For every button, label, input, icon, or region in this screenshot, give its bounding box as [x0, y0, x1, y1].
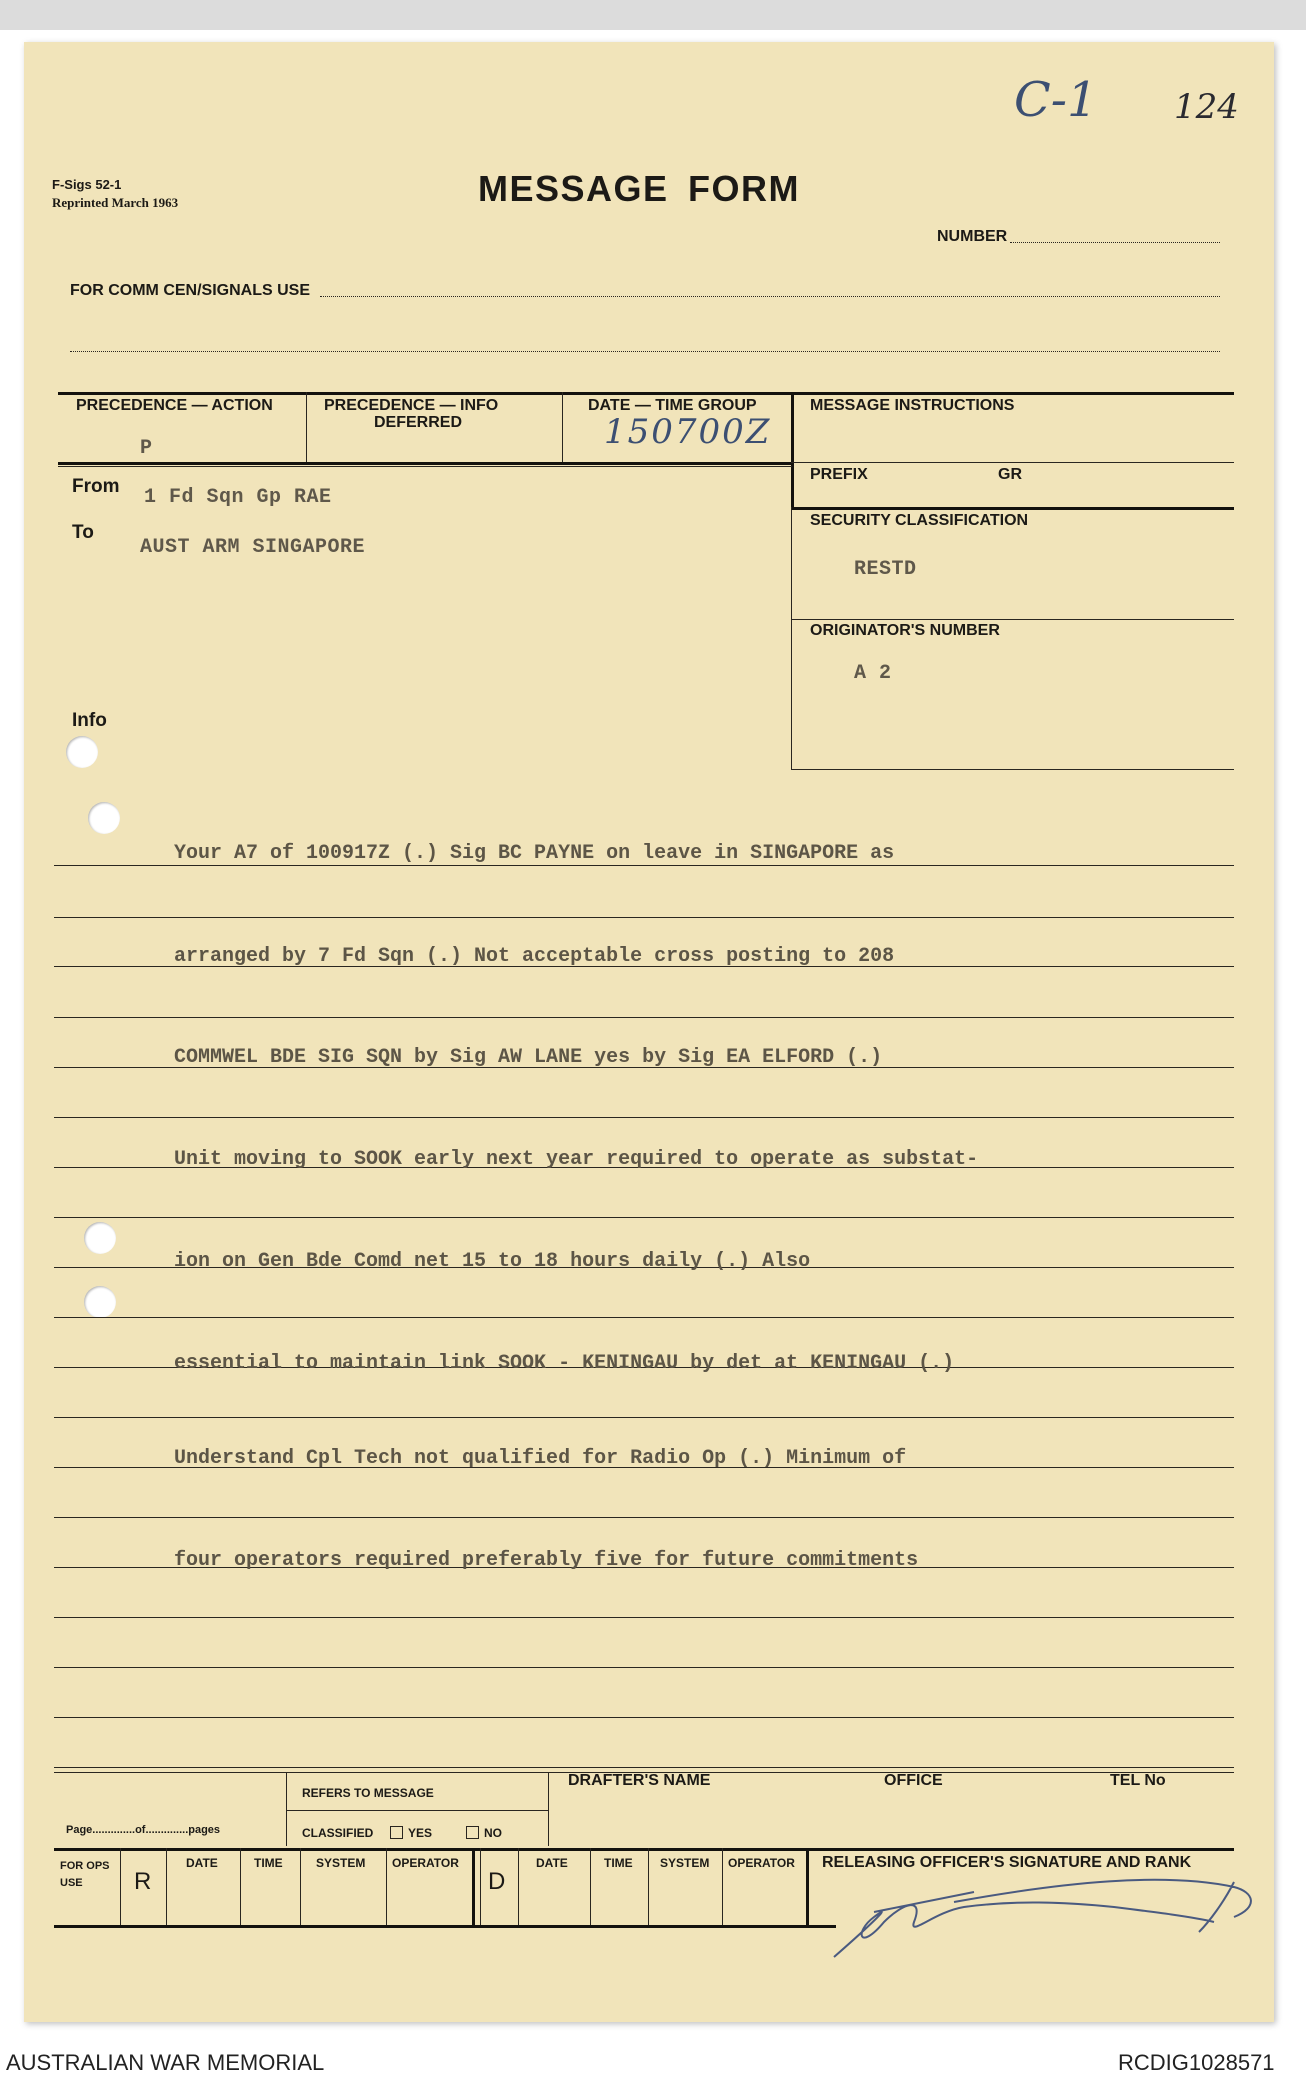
ops-col — [386, 1848, 387, 1925]
originator-bottom — [791, 769, 1234, 770]
form-reprint-note: Reprinted March 1963 — [52, 195, 179, 210]
classified-no-checkbox[interactable] — [466, 1826, 479, 1839]
message-rule — [54, 1517, 1234, 1518]
precedence-action-value: P — [140, 437, 153, 460]
ops-col — [480, 1848, 481, 1925]
message-rule — [54, 1617, 1234, 1618]
instructions-bottom — [791, 462, 1234, 463]
security-classification-label: SECURITY CLASSIFICATION — [810, 512, 1029, 529]
from-value: 1 Fd Sqn Gp RAE — [144, 486, 332, 509]
refers-to-message-label: REFERS TO MESSAGE — [302, 1786, 434, 1800]
dtg-label: DATE — TIME GROUP — [588, 397, 757, 414]
dtg-value-handwritten: 150700Z — [604, 412, 772, 452]
classified-label: CLASSIFIED — [302, 1826, 374, 1840]
ops-row-bottom — [54, 1925, 836, 1928]
r-label: R — [134, 1868, 152, 1895]
header-left-bottom-thin — [58, 466, 792, 467]
deferred-label: DEFERRED — [374, 414, 463, 431]
folio-code-handwritten: C-1 — [1014, 72, 1098, 128]
ops-col — [648, 1848, 649, 1925]
form-title: MESSAGE FORM — [478, 168, 801, 209]
r-operator-label: OPERATOR — [392, 1856, 459, 1870]
message-line: four operators required preferably five for future commitments — [174, 1549, 919, 1572]
header-divider-3 — [791, 392, 794, 510]
archive-id: RCDIG1028571 — [1118, 2050, 1275, 2075]
page-number-handwritten: 124 — [1174, 87, 1239, 127]
message-rule — [54, 1767, 1234, 1768]
ops-col — [806, 1848, 809, 1925]
message-line: Unit moving to SOOK early next year required to operate as substat- — [174, 1148, 979, 1171]
message-rule — [54, 1417, 1234, 1418]
d-system-label: SYSTEM — [660, 1856, 710, 1870]
archive-institution: AUSTRALIAN WAR MEMORIAL — [6, 2050, 325, 2075]
ops-col — [722, 1848, 723, 1925]
classified-yes-label: YES — [408, 1826, 433, 1840]
right-box-left — [791, 507, 792, 769]
to-value: AUST ARM SINGAPORE — [140, 536, 366, 559]
from-label: From — [72, 476, 120, 497]
classified-yes-checkbox[interactable] — [390, 1826, 403, 1839]
releasing-officer-label: RELEASING OFFICER'S SIGNATURE AND RANK — [822, 1854, 1192, 1871]
comm-cen-label: FOR COMM CEN/SIGNALS USE — [70, 282, 311, 299]
classified-no-label: NO — [484, 1826, 502, 1840]
message-form-paper — [24, 42, 1274, 2022]
originator-number-value: A 2 — [854, 662, 892, 685]
message-line: Your A7 of 100917Z (.) Sig BC PAYNE on leave in SINGAPORE as — [174, 842, 895, 865]
ops-col — [240, 1848, 241, 1925]
ops-col — [590, 1848, 591, 1925]
d-label: D — [488, 1868, 506, 1895]
punch-hole — [88, 802, 120, 834]
punch-hole — [66, 736, 98, 768]
ops-row-top — [54, 1848, 1234, 1851]
d-operator-label: OPERATOR — [728, 1856, 795, 1870]
r-time-label: TIME — [254, 1856, 283, 1870]
precedence-action-label: PRECEDENCE — ACTION — [76, 397, 273, 414]
prefix-bottom — [791, 507, 1234, 510]
d-time-label: TIME — [604, 1856, 633, 1870]
precedence-info-label: PRECEDENCE — INFO — [324, 397, 499, 414]
drafters-name-label: DRAFTER'S NAME — [568, 1772, 711, 1789]
refers-box-right — [548, 1772, 549, 1846]
message-line: ion on Gen Bde Comd net 15 to 18 hours daily (.) Also — [174, 1250, 811, 1273]
page-count-label: Page..............of..............pages — [66, 1824, 221, 1836]
scanner-top-band — [0, 0, 1306, 30]
form-code: F-Sigs 52-1 — [52, 177, 122, 192]
r-date-label: DATE — [186, 1856, 218, 1870]
punch-hole — [84, 1222, 116, 1254]
security-bottom — [791, 619, 1234, 620]
message-rule — [54, 1317, 1234, 1318]
ops-col — [166, 1848, 167, 1925]
punch-hole — [84, 1286, 116, 1318]
header-divider-1 — [306, 392, 307, 462]
message-rule — [54, 1667, 1234, 1668]
d-date-label: DATE — [536, 1856, 568, 1870]
comm-cen-line-1 — [320, 296, 1220, 297]
office-label: OFFICE — [884, 1772, 943, 1789]
message-line: arranged by 7 Fd Sqn (.) Not acceptable cross posting to 208 — [174, 945, 895, 968]
gr-label: GR — [998, 466, 1022, 483]
ops-col — [300, 1848, 301, 1925]
security-classification-value: RESTD — [854, 558, 917, 581]
comm-cen-line-2 — [70, 351, 1220, 352]
message-rule — [54, 1117, 1234, 1118]
ops-col — [120, 1848, 121, 1925]
message-rule — [54, 917, 1234, 918]
info-label: Info — [72, 710, 107, 731]
refers-box-left — [286, 1772, 287, 1846]
r-system-label: SYSTEM — [316, 1856, 366, 1870]
message-rule — [54, 1017, 1234, 1018]
message-line: essential to maintain link SOOK - KENINGAU by det at KENINGAU (.) — [174, 1352, 955, 1375]
message-instructions-label: MESSAGE INSTRUCTIONS — [810, 397, 1015, 414]
releasing-officer-signature — [814, 1862, 1284, 1982]
prefix-label: PREFIX — [810, 466, 868, 483]
number-label: NUMBER — [937, 228, 1008, 245]
number-field-line — [1010, 242, 1220, 243]
message-rule — [54, 865, 1234, 866]
for-ops-use-label: FOR OPS USE — [60, 1860, 110, 1889]
header-divider-2 — [562, 392, 563, 462]
refers-box-mid — [286, 1810, 548, 1811]
message-line: Understand Cpl Tech not qualified for Radio Op (.) Minimum of — [174, 1447, 907, 1470]
message-rule — [54, 1217, 1234, 1218]
tel-no-label: TEL No — [1110, 1772, 1166, 1789]
originator-number-label: ORIGINATOR'S NUMBER — [810, 622, 1000, 639]
header-table-top — [58, 392, 1234, 395]
message-line: COMMWEL BDE SIG SQN by Sig AW LANE yes by Sig EA ELFORD (.) — [174, 1046, 883, 1069]
header-left-bottom — [58, 462, 792, 465]
to-label: To — [72, 522, 94, 543]
ops-col — [472, 1848, 475, 1925]
ops-col — [518, 1848, 519, 1925]
message-rule — [54, 1717, 1234, 1718]
